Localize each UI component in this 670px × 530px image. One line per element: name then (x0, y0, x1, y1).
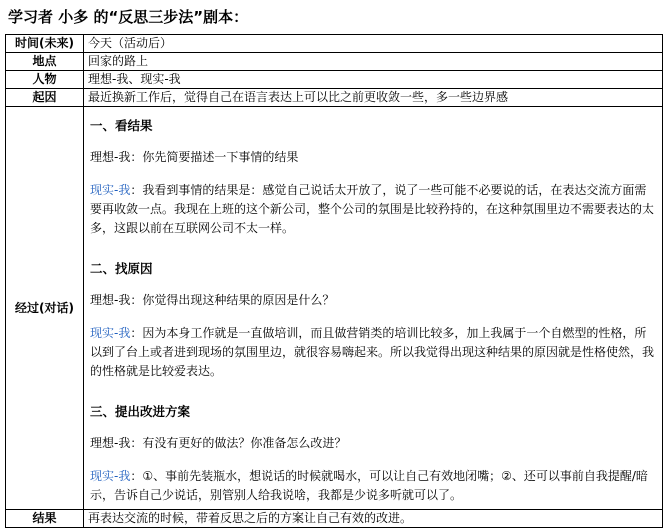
dialogue-cell (84, 107, 663, 510)
question-text: ：你先简要描述一下事情的结果 (130, 150, 299, 164)
section-heading-1: 一、看结果 (90, 118, 153, 133)
row-place (6, 53, 663, 71)
question-text: ：有没有更好的做法？你准备怎么改进？ (130, 436, 347, 450)
value-cause: 最近换新工作后，觉得自己在语言表达上可以比之前更收敛一些，多一些边界感 (84, 89, 663, 107)
speaker-ideal: 理想-我 (90, 150, 131, 164)
speaker-real: 现实-我 (90, 183, 131, 197)
label-cause: 起因 (6, 89, 84, 107)
value-result: 再表达交流的时候，带着反思之后的方案让自己有效的改进。 (84, 510, 663, 528)
row-cause (6, 89, 663, 107)
row-people (6, 71, 663, 89)
dialogue-answer-3 (90, 467, 654, 505)
script-table (5, 34, 663, 528)
value-people: 理想-我、现实-我 (84, 71, 663, 89)
label-people: 人物 (6, 71, 84, 89)
answer-text: ：我看到事情的结果是：感觉自己说话太开放了，说了一些可能不必要说的话，在表达交流方面需要再收敛一点。我现在上班的这个新公司，整个公司的氛围是比较矜持的，在这种氛围里边不需要表达的太多，这跟以前在互联网公司不太一样。 (90, 183, 655, 235)
speaker-ideal: 理想-我 (90, 436, 131, 450)
speaker-ideal: 理想-我 (90, 293, 131, 307)
section-heading-2: 二、找原因 (90, 261, 153, 276)
section-heading-3: 三、提出改进方案 (90, 404, 191, 419)
dialogue-question-2 (90, 291, 654, 310)
dialogue-answer-2 (90, 324, 654, 381)
label-place: 地点 (6, 53, 84, 71)
label-time: 时间(未来) (6, 35, 84, 53)
dialogue-question-1 (90, 148, 654, 167)
answer-text: ：①、事前先装瓶水，想说话的时候就喝水，可以让自己有效地闭嘴；②、还可以事前自我提醒/暗示，告诉自己少说话，别管别人给我说啥，我都是少说多听就可以了。 (90, 469, 648, 502)
row-result (6, 510, 663, 528)
question-text: ：你觉得出现这种结果的原因是什么？ (130, 293, 335, 307)
label-result: 结果 (6, 510, 84, 528)
value-time: 今天（活动后） (84, 35, 663, 53)
answer-text: ：因为本身工作就是一直做培训，而且做营销类的培训比较多，加上我属于一个自燃型的性格，所以到了台上或者进到现场的氛围里边，就很容易嗨起来。所以我觉得出现这种结果的原因就是性格使然，我的性格就是比较爱表达。 (90, 326, 655, 378)
speaker-real: 现实-我 (90, 469, 131, 483)
dialogue-question-3 (90, 434, 654, 453)
row-process (6, 107, 663, 510)
label-process: 经过(对话) (6, 107, 84, 510)
dialogue-answer-1 (90, 181, 654, 238)
row-time (6, 35, 663, 53)
speaker-real: 现实-我 (90, 326, 131, 340)
page-title: 学习者 小多 的“反思三步法”剧本： (8, 8, 249, 26)
value-place: 回家的路上 (84, 53, 663, 71)
